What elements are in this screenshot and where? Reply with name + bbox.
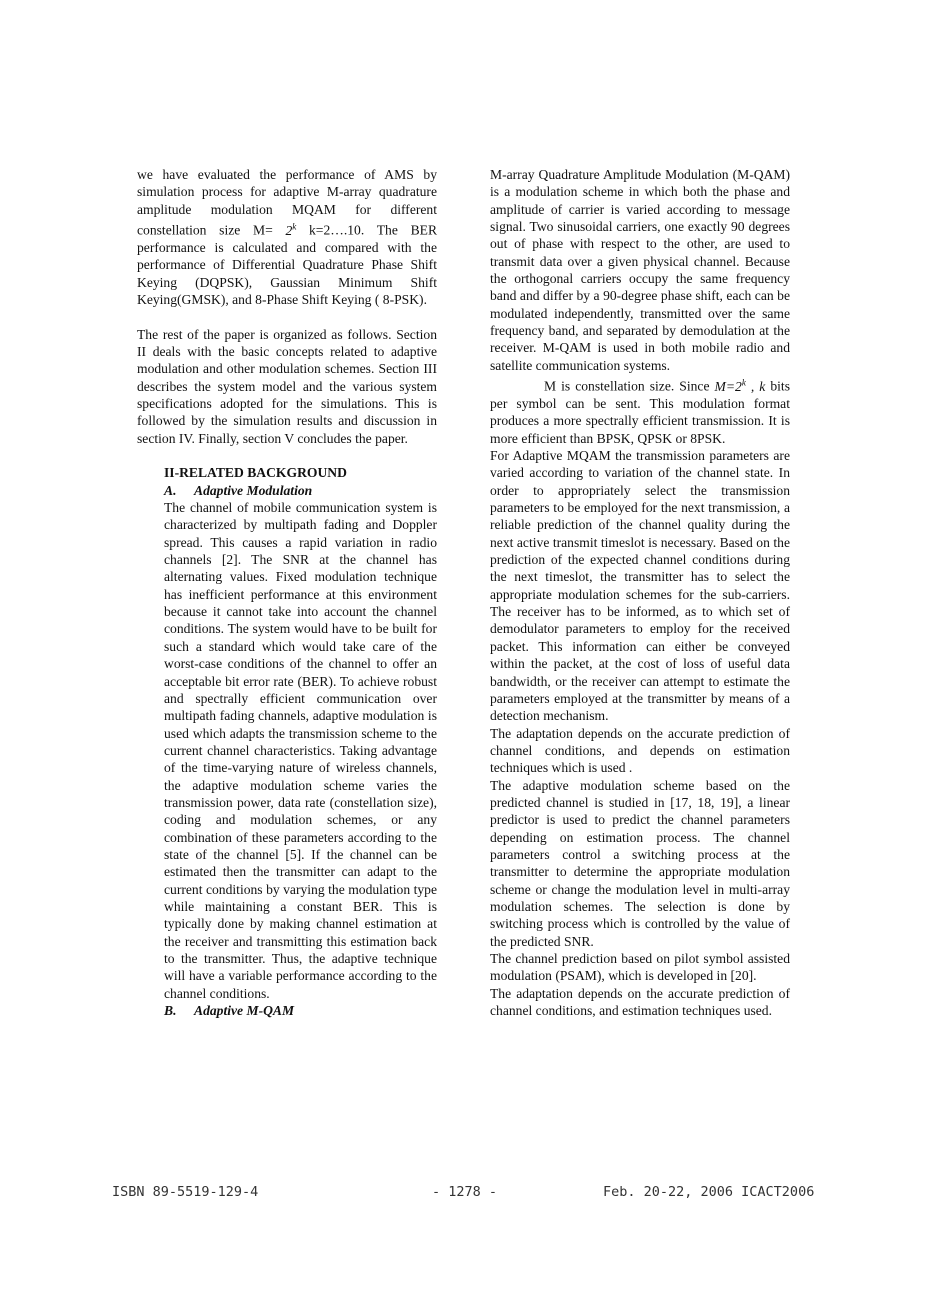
mqam-paragraph-7: The adaptation depends on the accurate prediction of channel conditions, and estimation techniques used. [490,985,790,1019]
right-column [490,166,790,1019]
footer-conference: Feb. 20-22, 2006 ICACT2006 [603,1184,815,1200]
mqam-paragraph-5: The adaptive modulation scheme based on the predicted channel is studied in [17, 18, 19], a linear predictor is used to predict the channel parameters depending on estimation process. The channel parameters control a switching process at the transmitter to determine the appropriate modulation scheme or change the modulation level in multi-array modulation schemes. The selection is done by switching process which is controlled by the value of the predicted SNR. [490,777,790,949]
math-k: , k [745,378,766,394]
intro-paragraph-2: The rest of the paper is organized as follows. Section II deals with the basic concepts related to adaptive modulation and other modulation schemes. Section III describes the system model and the various system specifications adopted for the simulations. This is followed by the simulation results and discussion in section IV. Finally, section V concludes the paper. [137,326,437,446]
section-heading: II-RELATED BACKGROUND [164,465,347,481]
intro-paragraph-1 [137,166,437,308]
footer-isbn: ISBN 89-5519-129-4 [112,1184,259,1200]
adaptive-modulation-paragraph: The channel of mobile communication system is characterized by multipath fading and Doppler spread. This causes a rapid variation in radio channels [2]. The SNR at the channel has alternating values. Fixed modulation technique has inefficient performance at this environment because it cannot take into account the channel conditions. The system would have to be built for such a standard which would take care of the worst-case conditions of the channel to offer an acceptable bit error rate (BER). To achieve robust and spectrally efficient communication over multipath fading channels, adaptive modulation is used which adapts the transmission scheme to the current channel characteristics. Taking advantage of the time-varying nature of wireless channels, the adaptive modulation scheme varies the transmission power, data rate (constellation size), coding and modulation schemes, or any combination of these parameters according to the state of the channel [5]. If the channel can be estimated then the transmitter can adapt to the current conditions by varying the modulation type while maintaining a constant BER. This is typically done by making channel estimation at the receiver and transmitting this estimation back to the transmitter. Thus, the adaptive technique will have a variable performance according to the channel conditions. [164,500,437,1001]
math-exponent: k [292,221,297,232]
subsection-b-heading [164,1002,437,1019]
subsection-b-number: B. [164,1003,177,1019]
subsection-a-title: Adaptive Modulation [194,482,313,498]
intro-p1-text-a: we have evaluated the performance of AMS by simulation process for adaptive M-array quadrature amplitude modulation MQAM for different constellation size M= [137,167,437,238]
footer-page-number: - 1278 - [432,1184,498,1200]
math-base: 2 [285,222,293,238]
mqam-paragraph-3: For Adaptive MQAM the transmission parameters are varied according to variation of the channel state. In order to appropriately select the transmission parameters to be employed for the next transmission, a reliable prediction of the channel quality during the next active transmit timeslot is necessary. Based on the prediction of the expected channel conditions during the next timeslot, the transmitter has to select the appropriate modulation schemes for the sub-carriers. The receiver has to be informed, as to which set of demodulator parameters to employ for the received packet. This information can either be conveyed within the packet, at the cost of loss of useful data bandwidth, or the receiver can attempt to estimate the parameters employed at the transmitter by means of a detection mechanism. [490,448,790,724]
mqam-paragraph-1: M-array Quadrature Amplitude Modulation (M-QAM) is a modulation scheme in which both the phase and amplitude of carrier is varied according to message signal. Two sinusoidal carriers, one exactly 90 degrees out of phase with respect to the other, are used to transmit data over a given physical channel. Because the orthogonal carriers occupy the same frequency band and differ by a 90-degree phase shift, each can be modulated independently, transmitted over the same frequency band, and separated by demodulation at the receiver. M-QAM is used in both mobile radio and satellite communication systems. [490,167,790,373]
mqam-paragraph-2 [490,374,790,447]
subsection-a-heading [164,482,437,499]
math-exponent-k: k [741,377,746,388]
left-column [137,166,437,1019]
intro-p1-text-b: k=2….10. The BER performance is calculated and compared with the performance of Differential Quadrature Phase Shift Keying (DQPSK), Gaussian Minimum Shift Keying(GMSK), and 8-Phase Shift Keying ( 8-PSK). [137,222,438,307]
mqam-p2-text-a: M is constellation size. Since [544,378,715,394]
subsection-a-number: A. [164,482,177,498]
subsection-b-title: Adaptive M-QAM [194,1003,295,1019]
mqam-paragraph-6: The channel prediction based on pilot symbol assisted modulation (PSAM), which is developed in [20]. [490,951,790,984]
mqam-p2-text-b: bits per symbol can be sent. This modulation format produces a more spectrally efficient transmission. It is more efficient than BPSK, QPSK or 8PSK. [490,378,790,446]
math-m-equals: M=2 [714,378,742,394]
mqam-paragraph-4: The adaptation depends on the accurate prediction of channel conditions, and depends on estimation techniques which is used . [490,725,790,776]
